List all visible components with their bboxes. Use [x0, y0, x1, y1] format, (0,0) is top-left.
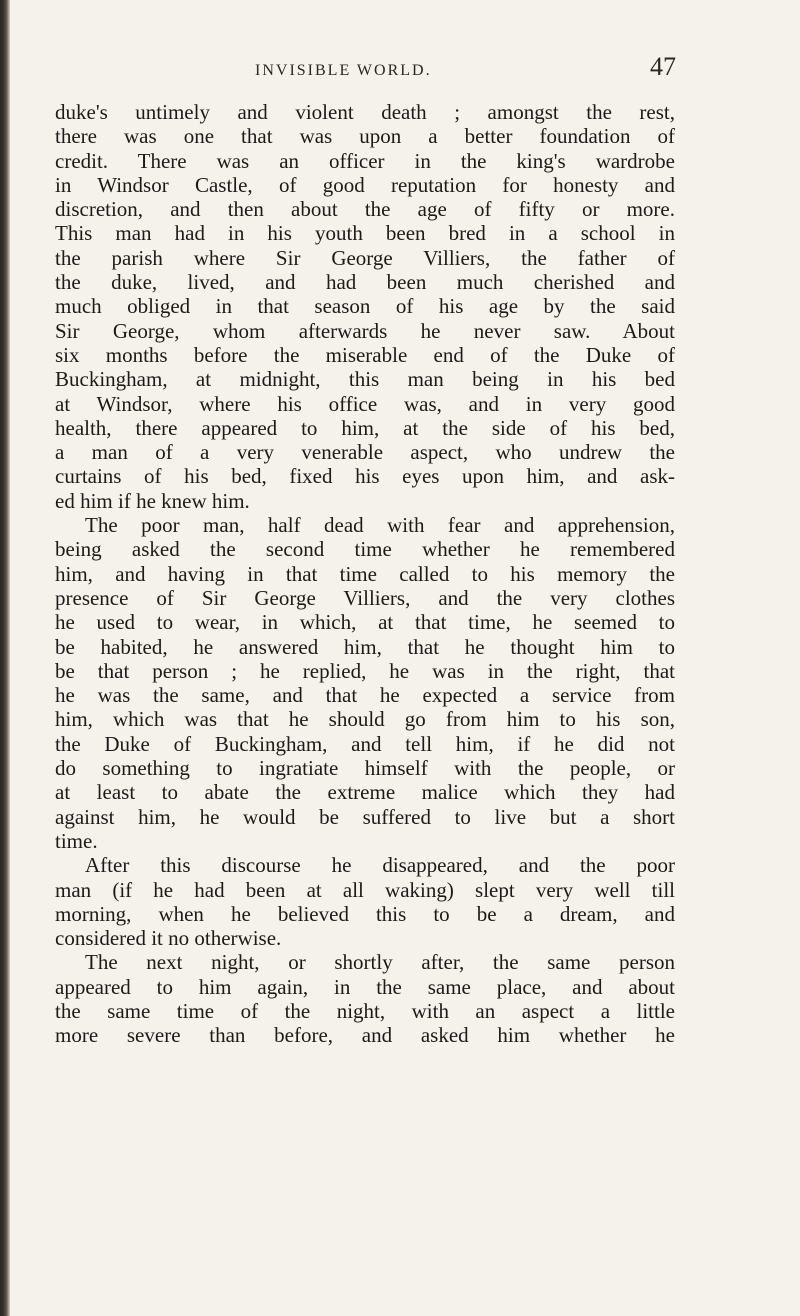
- text-line: be that person ; he replied, he was in the right, that: [55, 658, 675, 683]
- text-line: The poor man, half dead with fear and apprehension,: [85, 513, 675, 538]
- text-line: the same time of the night, with an aspect a little: [55, 998, 675, 1023]
- text-line: health, there appeared to him, at the side of his bed,: [55, 415, 675, 440]
- text-line: This man had in his youth been bred in a school in: [55, 221, 675, 246]
- text-line: he used to wear, in which, at that time, he seemed to: [55, 610, 675, 635]
- text-line: do something to ingratiate himself with the people, or: [55, 756, 675, 781]
- text-line: Sir George, whom afterwards he never saw. About: [55, 318, 675, 343]
- text-line: The next night, or shortly after, the same person: [85, 950, 675, 975]
- text-line: the parish where Sir George Villiers, the father of: [55, 245, 675, 270]
- text-line: being asked the second time whether he remembered: [55, 537, 675, 562]
- text-line: discretion, and then about the age of fifty or more.: [55, 197, 675, 222]
- book-spine-shadow: [0, 0, 10, 1316]
- text-line: presence of Sir George Villiers, and the very clothes: [55, 585, 675, 610]
- text-line: the Duke of Buckingham, and tell him, if he did not: [55, 731, 675, 756]
- text-line: at least to abate the extreme malice which they had: [55, 780, 675, 805]
- page-number: 47: [650, 52, 676, 81]
- text-line: credit. There was an officer in the king's wardrobe: [55, 148, 675, 173]
- text-line: him, and having in that time called to his memory the: [55, 561, 675, 586]
- text-line: him, which was that he should go from him to his son,: [55, 707, 675, 732]
- text-line: considered it no otherwise.: [55, 926, 282, 951]
- text-line: After this discourse he disappeared, and the poor: [85, 853, 675, 878]
- text-line: time.: [55, 828, 98, 853]
- text-line: duke's untimely and violent death ; amongst the rest,: [55, 100, 675, 124]
- text-line: in Windsor Castle, of good reputation for honesty and: [55, 172, 675, 197]
- text-line: much obliged in that season of his age by the said: [55, 294, 675, 319]
- text-line: at Windsor, where his office was, and in very good: [55, 391, 675, 416]
- text-line: a man of a very venerable aspect, who undrew the: [55, 440, 675, 465]
- running-title: INVISIBLE WORLD.: [255, 62, 432, 79]
- text-line: there was one that was upon a better foundation of: [55, 124, 675, 149]
- text-line: morning, when he believed this to be a dream, and: [55, 901, 675, 926]
- text-line: the duke, lived, and had been much cherished and: [55, 270, 675, 295]
- text-line: man (if he had been at all waking) slept very well till: [55, 877, 675, 902]
- text-line: appeared to him again, in the same place, and about: [55, 974, 675, 999]
- text-line: curtains of his bed, fixed his eyes upon him, and ask-: [55, 464, 675, 489]
- text-line: against him, he would be suffered to live but a short: [55, 804, 675, 829]
- text-line: ed him if he knew him.: [55, 488, 250, 513]
- text-line: he was the same, and that he expected a service from: [55, 683, 675, 708]
- text-line: Buckingham, at midnight, this man being in his bed: [55, 367, 675, 392]
- text-line: six months before the miserable end of the Duke of: [55, 342, 675, 367]
- text-line: be habited, he answered him, that he thought him to: [55, 634, 675, 659]
- text-line: more severe than before, and asked him whether he: [55, 1023, 675, 1048]
- body-text: [55, 100, 675, 1048]
